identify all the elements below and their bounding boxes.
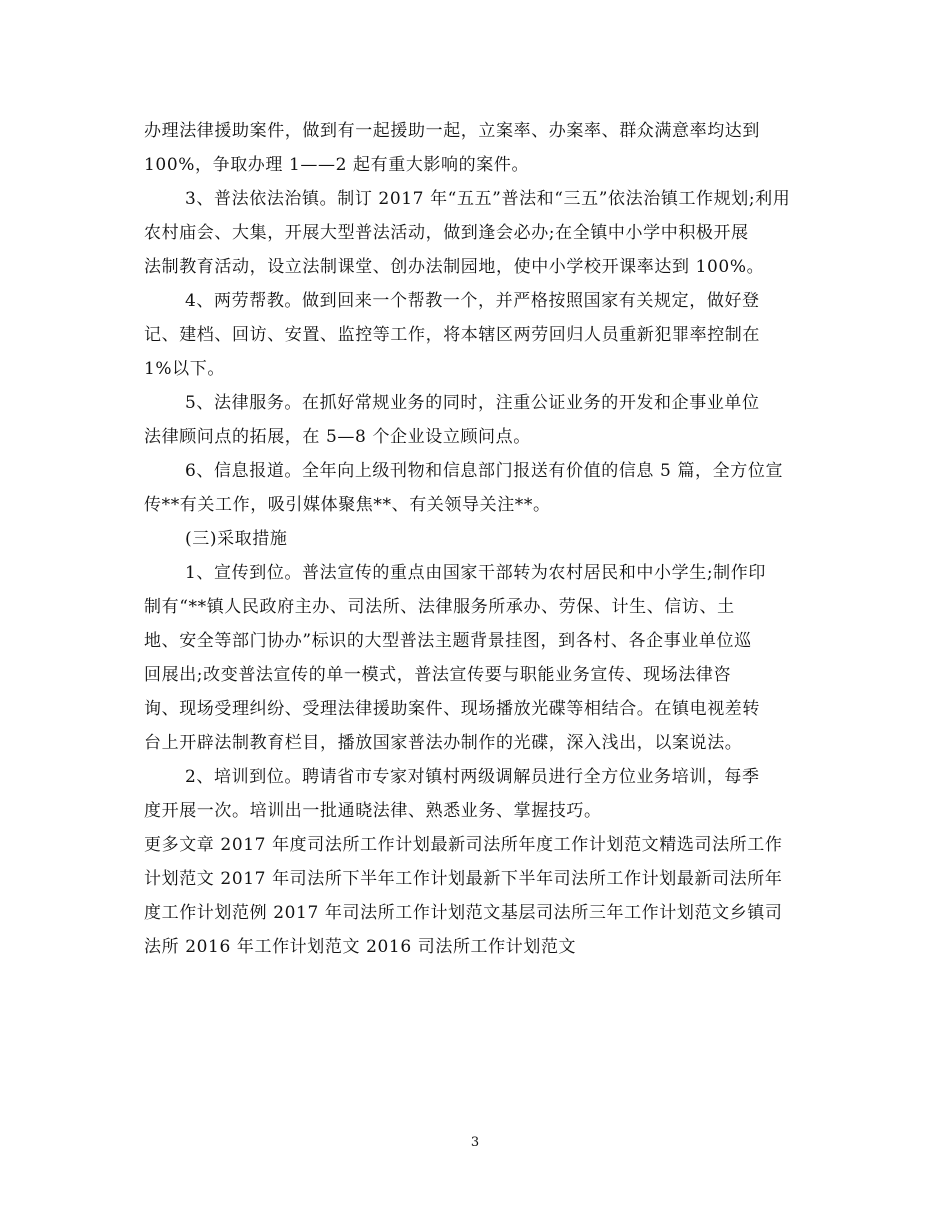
paragraph-heading: 3、普法依法治镇。制订 2017 年“五五”普法和“三五”依法治镇工作规划;利用 <box>185 189 791 209</box>
paragraph-heading: 6、信息报道。全年向上级刊物和信息部门报送有价值的信息 5 篇，全方位宣 <box>185 461 784 481</box>
text-line: 传**有关工作，吸引媒体聚焦**、有关领导关注**。 <box>144 495 551 515</box>
text-line: 法制教育活动，设立法制课堂、创办法制园地，使中小学校开课率达到 100%。 <box>144 257 765 277</box>
paragraph-heading: 2、培训到位。聘请省市专家对镇村两级调解员进行全方位业务培训，每季 <box>185 767 760 787</box>
text-line: 台上开辟法制教育栏目，播放国家普法办制作的光碟，深入浅出，以案说法。 <box>144 733 743 753</box>
related-articles-line: 更多文章 2017 年度司法所工作计划最新司法所年度工作计划范文精选司法所工作 <box>144 835 783 855</box>
paragraph-heading: 4、两劳帮教。做到回来一个帮教一个，并严格按照国家有关规定，做好登 <box>185 291 760 311</box>
text-line: 1%以下。 <box>144 359 225 379</box>
page-number: 3 <box>470 1135 480 1150</box>
text-line: 记、建档、回访、安置、监控等工作，将本辖区两劳回归人员重新犯罪率控制在 <box>144 325 760 345</box>
text-line: 制有“**镇人民政府主办、司法所、法律服务所承办、劳保、计生、信访、土 <box>144 597 735 617</box>
text-line: 法律顾问点的拓展，在 5—8 个企业设立顾问点。 <box>144 427 531 447</box>
text-line: 农村庙会、大集，开展大型普法活动，做到逢会必办;在全镇中小学中积极开展 <box>144 223 749 243</box>
text-line: 询、现场受理纠纷、受理法律援助案件、现场播放光碟等相结合。在镇电视差转 <box>144 699 760 719</box>
section-heading: (三)采取措施 <box>185 529 288 549</box>
paragraph-heading: 5、法律服务。在抓好常规业务的同时，注重公证业务的开发和企事业单位 <box>185 393 760 413</box>
paragraph-heading: 1、宣传到位。普法宣传的重点由国家干部转为农村居民和中小学生;制作印 <box>185 563 766 583</box>
related-articles-line: 度工作计划范例 2017 年司法所工作计划范文基层司法所三年工作计划范文乡镇司 <box>144 903 783 923</box>
text-line: 回展出;改变普法宣传的单一模式，普法宣传要与职能业务宣传、现场法律咨 <box>144 665 732 685</box>
document-body <box>144 114 824 964</box>
text-line: 100%，争取办理 1——2 起有重大影响的案件。 <box>144 155 530 175</box>
related-articles-line: 计划范文 2017 年司法所下半年工作计划最新下半年司法所工作计划最新司法所年 <box>144 869 783 889</box>
text-line: 地、安全等部门协办”标识的大型普法主题背景挂图，到各村、各企事业单位巡 <box>144 631 752 651</box>
text-line: 度开展一次。培训出一批通晓法律、熟悉业务、掌握技巧。 <box>144 801 602 821</box>
related-articles-line: 法所 2016 年工作计划范文 2016 司法所工作计划范文 <box>144 937 577 957</box>
text-line: 办理法律援助案件，做到有一起援助一起，立案率、办案率、群众满意率均达到 <box>144 121 760 141</box>
